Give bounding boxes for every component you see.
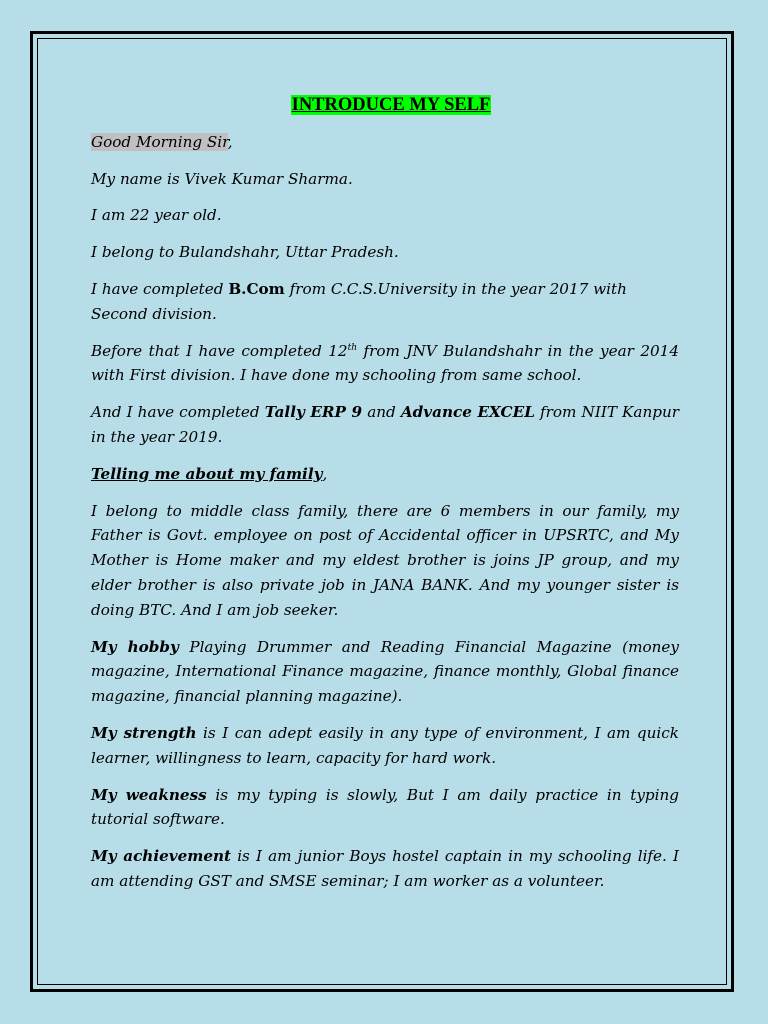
greeting-comma: , bbox=[227, 132, 233, 151]
greeting-paragraph bbox=[91, 130, 679, 155]
achievement-paragraph bbox=[91, 844, 679, 894]
school-post: from JNV Bulandshahr in the year 2014 with First division. I have done my schooling from same school. bbox=[91, 341, 679, 385]
greeting: Good Morning Sir bbox=[91, 132, 228, 151]
courses-post: from NIIT Kanpur in the year 2019. bbox=[91, 403, 680, 446]
achievement-text: is I am junior Boys hostel captain in my schooling life. I am attending GST and SMSE seminar; I am worker as a volunteer. bbox=[91, 847, 679, 890]
hobby-label: My hobby bbox=[91, 637, 179, 656]
degree-paragraph bbox=[91, 277, 679, 327]
courses-pre: And I have completed bbox=[91, 403, 265, 422]
courses-mid: and bbox=[362, 403, 401, 422]
page-title: INTRODUCE MY SELF bbox=[291, 95, 491, 115]
course-excel: Advance EXCEL bbox=[400, 403, 535, 422]
title-container bbox=[91, 93, 679, 118]
weakness-text: is my typing is slowly, But I am daily practice in typing tutorial software. bbox=[91, 785, 679, 829]
family-heading: Telling me about my family bbox=[91, 464, 323, 483]
strength-text: is I can adept easily in any type of environment, I am quick learner, willingness to learn, capacity for hard work. bbox=[91, 723, 679, 767]
strength-label: My strength bbox=[91, 723, 197, 742]
degree-pre: I have completed bbox=[91, 279, 229, 298]
courses-paragraph bbox=[91, 400, 679, 450]
school-sup: th bbox=[347, 342, 358, 353]
degree-post: from C.C.S.University in the year 2017 with Second division. bbox=[91, 279, 627, 323]
hobby-paragraph bbox=[91, 635, 679, 709]
family-paragraph: I belong to middle class family, there are 6 members in our family, my Father is Govt. employee on post of Accidental officer in UPSRTC, and My Mother is Home maker and my eldest brother is joins JP group, and my elder brother is also private job in JANA BANK. And my younger sister is doing BTC. And I am job seeker. bbox=[91, 501, 679, 619]
school-paragraph bbox=[91, 339, 679, 389]
achievement-label: My achievement bbox=[91, 847, 232, 866]
weakness-label: My weakness bbox=[91, 785, 207, 804]
school-pre: Before that I have completed 12 bbox=[91, 341, 348, 360]
family-heading-paragraph bbox=[91, 462, 679, 487]
hobby-text: Playing Drummer and Reading Financial Magazine (money magazine, International Finance magazine, finance monthly, Global finance magazine, financial planning magazine). bbox=[91, 637, 679, 706]
document-body bbox=[91, 93, 679, 906]
age-paragraph: I am 22 year old. bbox=[91, 206, 222, 225]
strength-paragraph bbox=[91, 721, 679, 771]
course-tally: Tally ERP 9 bbox=[264, 403, 363, 422]
degree-name: B.Com bbox=[228, 279, 285, 298]
family-heading-comma: , bbox=[322, 464, 328, 483]
hometown-paragraph: I belong to Bulandshahr, Uttar Pradesh. bbox=[91, 243, 399, 262]
weakness-paragraph bbox=[91, 783, 679, 833]
name-paragraph: My name is Vivek Kumar Sharma. bbox=[91, 169, 353, 188]
